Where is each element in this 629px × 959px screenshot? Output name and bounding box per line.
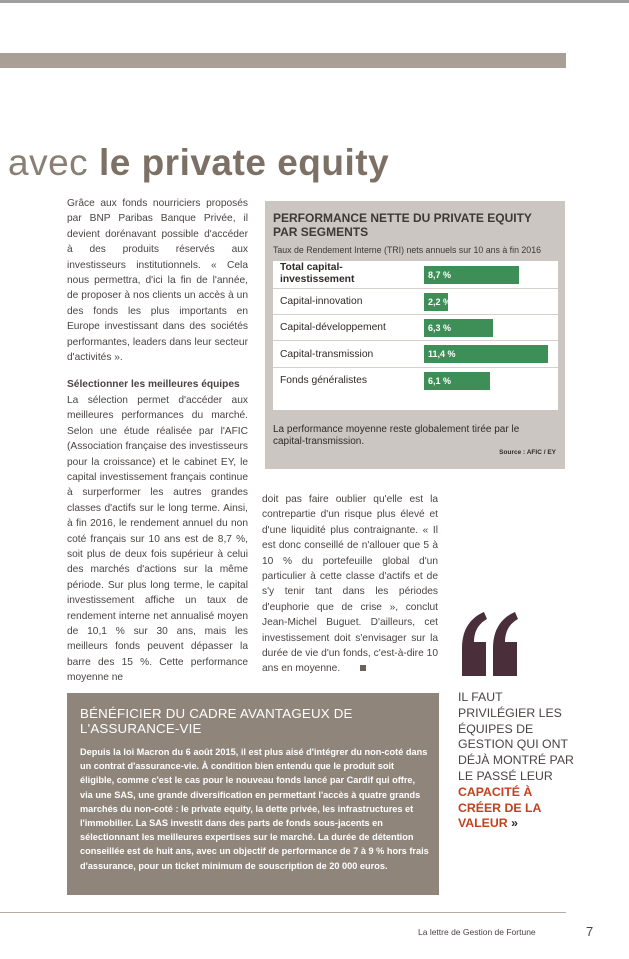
intro-paragraph: Grâce aux fonds nourriciers proposés par BNP Paribas Banque Privée, il devient dorénavant possible d'accéder à des produits réservés aux investisseurs institutionnels. « Cela nous permettra, d'ici la fin de l'année, de proposer à nos clients un accès à un des fonds les plus importants en Europe investissant dans des sociétés performantes, leaders dans leur secteur d'activités ». (67, 198, 248, 364)
performance-source: Source : AFIC / EY (499, 449, 556, 456)
footer-rule (0, 912, 566, 913)
performance-bar-value: 2,2 % (428, 296, 452, 307)
performance-note: La performance moyenne reste globalement tirée par le capital-transmission. (273, 424, 520, 447)
title-light: avec (8, 142, 99, 183)
performance-row-label: Total capital-investissement (280, 262, 355, 285)
performance-subtitle: Taux de Rendement Interne (TRI) nets annuels sur 10 ans à fin 2016 (273, 245, 541, 255)
performance-row-label: Capital-innovation (280, 296, 363, 307)
quote-highlight: CAPACITÉ À CRÉER DE LA VALEUR (458, 784, 541, 831)
performance-bar-value: 6,3 % (428, 322, 452, 333)
assurance-text: Depuis la loi Macron du 6 août 2015, il est plus aisé d'intégrer du non-coté dans un contrat d'assurance-vie. À condition bien entendu que le produit soit éligible, comme c'est le cas pour le nouveau fonds lancé par Cardif qui offre, via une SAS, une grande diversification en permettant l'accès à quatre grands marchés du non-coté : le private equity, la dette privée, les infrastructures et l'immobilier. La SAS investit dans des parts de fonds sous-jacents en sélectionnant les meilleures expertises sur le marché. La durée de détention conseillée est de huit ans, avec un objectif de performance de 7 à 9 % hors frais d'assurance, pour un ticket minimum de souscription de 20 000 euros. (80, 747, 429, 871)
performance-row-label: Capital-transmission (280, 348, 374, 360)
page-title (8, 142, 389, 184)
performance-box (265, 201, 565, 469)
assurance-title: BÉNÉFICIER DU CADRE AVANTAGEUX DE L'ASSURANCE-VIE (80, 706, 353, 736)
footer-publication: La lettre de Gestion de Fortune (418, 927, 536, 937)
performance-row (273, 261, 558, 289)
performance-row-label: Capital-développement (280, 322, 386, 333)
title-bold: le private equity (98, 142, 390, 183)
quote-close-icon: » (511, 816, 518, 831)
pull-quote (458, 690, 576, 832)
performance-row (273, 341, 558, 368)
performance-bar (424, 319, 493, 337)
performance-table (273, 261, 558, 410)
article-column-1 (67, 196, 248, 686)
quote-text: IL FAUT PRIVILÉGIER LES ÉQUIPES DE GESTION QUI ONT DÉJÀ MONTRÉ PAR LE PASSÉ LEUR (458, 690, 574, 783)
performance-bar (424, 293, 452, 311)
assurance-box (67, 693, 439, 895)
performance-title: PERFORMANCE NETTE DU PRIVATE EQUITY PAR SEGMENTS (273, 211, 532, 239)
performance-bar (424, 266, 519, 284)
performance-bar (424, 345, 548, 363)
top-rule (0, 0, 629, 3)
performance-row-label: Fonds généralistes (280, 375, 368, 386)
section-subhead: Sélectionner les meilleures équipes (67, 379, 240, 391)
performance-bar-value: 11,4 % (428, 349, 456, 359)
body-paragraph: La sélection permet d'accéder aux meilleures performances du marché. Selon une étude réalisée par l'AFIC (Association française des investisseurs pour la croissance) et le cabinet EY, le capital investissement français continue à surperformer les autres grandes classes d'actifs sur le long terme. Ainsi, à fin 2016, le rendement annuel du non coté français sur 10 ans est de 8,7 %, soit plus de deux fois supérieur à celui des marchés d'actions sur la même période. Sur plus long terme, le capital investissement affiche un taux de rendement interne net annualisé moyen de 10,1 % sur 30 ans, mais les meilleurs fonds peuvent dépasser la barre des 15 %. Cette performance moyenne ne (67, 394, 248, 684)
quote-open-icon (460, 610, 520, 680)
header-band (0, 53, 566, 68)
performance-row (273, 289, 558, 315)
page-number: 7 (586, 924, 594, 939)
performance-bar-value: 6,1 % (428, 375, 452, 386)
end-of-article-mark (360, 665, 366, 671)
performance-bar-value: 8,7 % (428, 269, 452, 280)
continued-paragraph: doit pas faire oublier qu'elle est la contrepartie d'un risque plus élevé et d'une liquidité plus contraignante. « Il est donc conseillé de n'allouer que 5 à 10 % du portefeuille global d'un particulier à cette classe d'actifs et de s'y tenir tant dans les périodes d'euphorie que de crise », conclut Jean-Michel Buguet. D'ailleurs, cet investissement doit s'envisager sur la durée de vie d'un fonds, c'est-à-dire 10 ans en moyenne. (262, 494, 438, 675)
performance-row (273, 368, 558, 393)
performance-row (273, 315, 558, 341)
article-column-2 (262, 492, 438, 677)
performance-bar (424, 372, 490, 390)
